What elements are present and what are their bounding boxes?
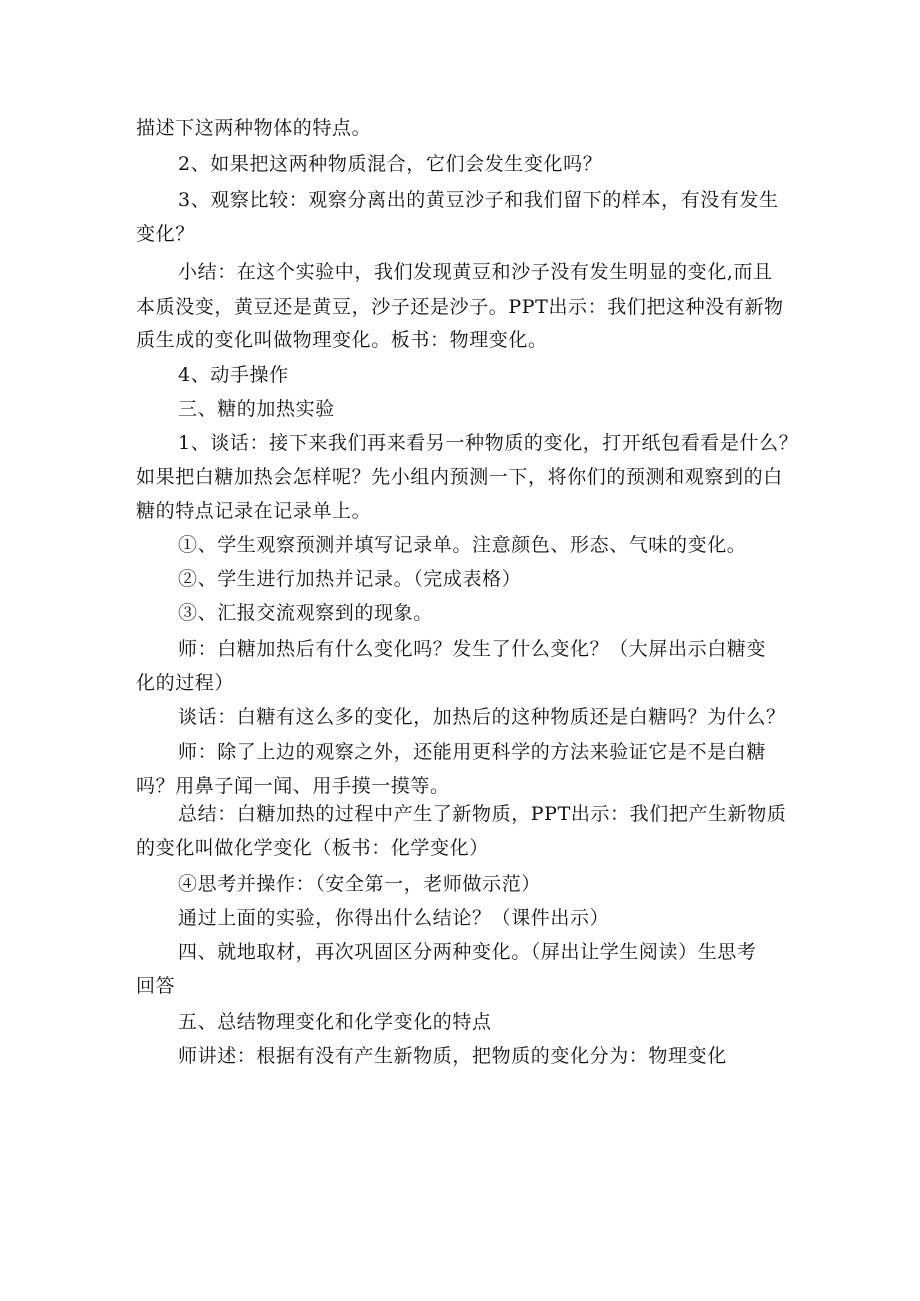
text-line: 总结：白糖加热的过程中产生了新物质，PPT出示：我们把产生新物质 [178,803,787,825]
text-line: 如果把白糖加热会怎样呢？先小组内预测一下，将你们的预测和观察到的白 [136,466,783,488]
text-line: 糖的特点记录在记录单上。 [136,500,372,522]
text-line: 通过上面的实验，你得出什么结论？（课件出示） [178,907,610,929]
text-line: ①、学生观察预测并填写记录单。注意颜色、形态、气味的变化。 [178,534,747,556]
text-line: 质生成的变化叫做物理变化。板书：物理变化。 [136,329,548,351]
text-line: 四、就地取材，再次巩固区分两种变化。（屏出让学生阅读）生思考 [178,941,757,963]
text-line: 4、动手操作 [178,364,289,386]
text-line: ②、学生进行加热并记录。（完成表格） [178,568,522,590]
text-line: 师：除了上边的观察之外，还能用更科学的方法来验证它是不是白糖 [178,741,767,763]
text-line: ④思考并操作：（安全第一，老师做示范） [178,873,541,895]
text-line: 五、总结物理变化和化学变化的特点 [178,1011,492,1033]
text-line: 谈话：白糖有这么多的变化，加热后的这种物质还是白糖吗？为什么？ [178,706,786,728]
text-line: 2、如果把这两种物质混合，它们会发生变化吗？ [178,153,603,175]
text-line: ③、汇报交流观察到的现象。 [178,602,433,624]
text-line: 3、观察比较：观察分离出的黄豆沙子和我们留下的样本，有没有发生 [178,189,779,211]
text-line: 描述下这两种物体的特点。 [136,117,372,139]
text-line: 三、糖的加热实验 [178,398,335,420]
text-line: 师：白糖加热后有什么变化吗？发生了什么变化？（大屏出示白糖变 [178,638,767,660]
text-line: 化的过程） [136,672,235,694]
text-line: 吗？用鼻子闻一闻、用手摸一摸等。 [136,775,450,797]
text-line: 的变化叫做化学变化（板书：化学变化） [136,837,489,859]
text-line: 1、谈话：接下来我们再来看另一种物质的变化，打开纸包看看是什么？ [178,432,799,454]
text-line: 师讲述：根据有没有产生新物质，把物质的变化分为：物理变化 [178,1045,727,1067]
text-line: 本质没变，黄豆还是黄豆，沙子还是沙子。PPT出示：我们把这种没有新物 [136,296,784,318]
text-line: 变化？ [136,223,195,245]
text-line: 回答 [136,975,176,997]
text-line: 小结：在这个实验中，我们发现黄豆和沙子没有发生明显的变化,而且 [178,261,773,283]
